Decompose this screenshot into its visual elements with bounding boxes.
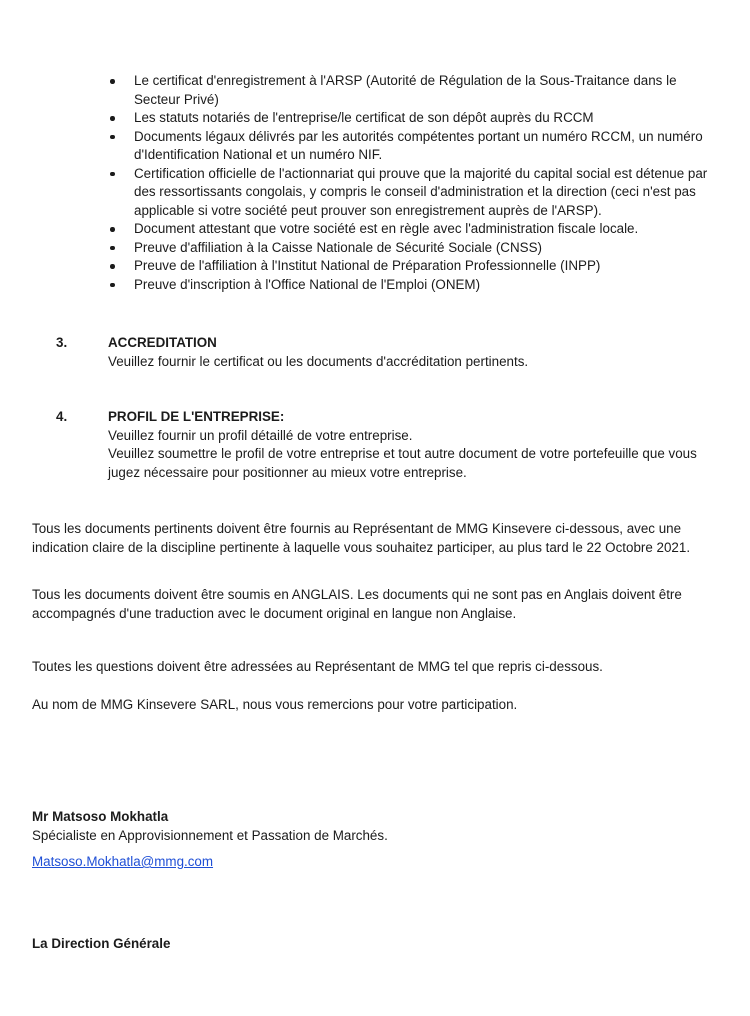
language-requirement-paragraph: Tous les documents doivent être soumis en ANGLAIS. Les documents qui ne sont pas en Anglais doivent être accompagnés d'une traduction avec le document original en langue non Anglaise. [32,587,682,621]
list-item: Preuve de l'affiliation à l'Institut National de Préparation Professionnelle (INPP) [108,257,708,276]
signatory-name: Mr Matsoso Mokhatla [32,809,169,824]
list-item: Les statuts notariés de l'entreprise/le certificat de son dépôt auprès du RCCM [108,109,708,128]
section-number: 4. [56,409,68,424]
section-title: ACCREDITATION [108,335,217,350]
list-item: Certification officielle de l'actionnariat qui prouve que la majorité du capital social est détenue par des ressortissants congolais, y compris le conseil d'administration et la direction (ceci n'est pas applicable si votre société peut prouver son enregistrement auprès de l'ARSP). [108,165,708,221]
list-item: Preuve d'affiliation à la Caisse Nationale de Sécurité Sociale (CNSS) [108,239,708,258]
questions-paragraph: Toutes les questions doivent être adressées au Représentant de MMG tel que repris ci-dessous. [32,659,603,674]
section-text: Veuillez soumettre le profil de votre entreprise et tout autre document de votre portefeuille que vous jugez nécessaire pour positionner au mieux votre entreprise. [108,446,697,480]
section-body [108,408,708,482]
list-item: Le certificat d'enregistrement à l'ARSP (Autorité de Régulation de la Sous-Traitance dans le Secteur Privé) [108,72,708,109]
section-body [108,334,708,371]
email-link[interactable]: Matsoso.Mokhatla@mmg.com [32,854,214,869]
list-item: Document attestant que votre société est en règle avec l'administration fiscale locale. [108,220,708,239]
thanks-paragraph: Au nom de MMG Kinsevere SARL, nous vous remercions pour votre participation. [32,697,518,712]
required-documents-list [108,72,708,294]
list-item: Documents légaux délivrés par les autorités compétentes portant un numéro RCCM, un numéro d'Identification National et un numéro NIF. [108,128,708,165]
section-number: 3. [56,335,68,350]
submission-deadline-paragraph: Tous les documents pertinents doivent être fournis au Représentant de MMG Kinsevere ci-dessous, avec une indication claire de la discipline pertinente à laquelle vous souhaitez participer, au plus tard le 22 Octobre 2021. [32,521,691,555]
list-item: Preuve d'inscription à l'Office National de l'Emploi (ONEM) [108,276,708,295]
general-direction-label: La Direction Générale [32,936,171,951]
signatory-role: Spécialiste en Approvisionnement et Passation de Marchés. [32,828,388,843]
signatory-email-wrap [32,853,213,872]
section-text: Veuillez fournir un profil détaillé de votre entreprise. [108,427,413,443]
section-text: Veuillez fournir le certificat ou les documents d'accréditation pertinents. [108,353,529,369]
section-title: PROFIL DE L'ENTREPRISE: [108,409,285,424]
